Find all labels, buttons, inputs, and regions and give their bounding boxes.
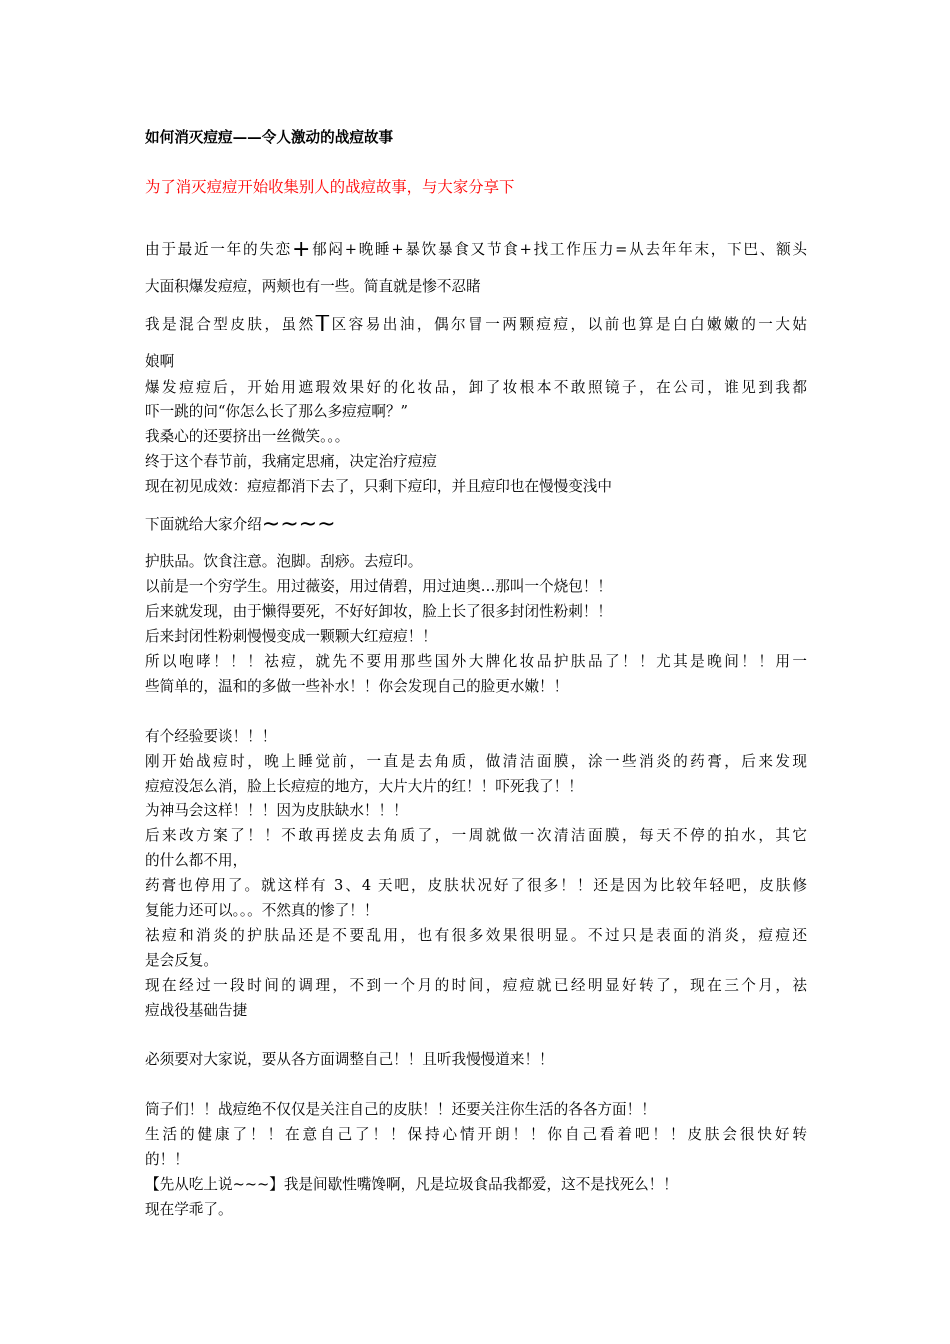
- paragraph-line: 现在经过一段时间的调理，不到一个月的时间，痘痘就已经明显好转了，现在三个月，祛: [145, 977, 807, 994]
- paragraph-line: 以前是一个穷学生。用过薇姿，用过倩碧，用过迪奥…那叫一个烧包！！: [145, 578, 613, 595]
- paragraph-line: 由于最近一年的失恋+郁闷+晚睡+暴饮暴食又节食+找工作压力=从去年年末，下巴、额头: [145, 240, 807, 260]
- paragraph-line: 痘痘没怎么消，脸上长痘痘的地方，大片大片的红！！吓死我了！！: [145, 778, 583, 795]
- paragraph-line: 些简单的，温和的多做一些补水！！你会发现自己的脸更水嫩！！: [145, 678, 569, 695]
- paragraph-line: 后来就发现，由于懒得要死，不好好卸妆，脸上长了很多封闭性粉刺！！: [145, 603, 613, 620]
- paragraph-line: 为神马会这样！！！因为皮肤缺水！！！: [145, 802, 408, 819]
- paragraph-line: 有个经验要谈！！！: [145, 728, 277, 745]
- paragraph-line: 的什么都不用，: [145, 852, 248, 869]
- paragraph-line: 刚开始战痘时，晚上睡觉前，一直是去角质，做清洁面膜，涂一些消炎的药膏，后来发现: [145, 753, 807, 770]
- paragraph-line: 护肤品。饮食注意。泡脚。刮痧。去痘印。: [145, 553, 423, 570]
- paragraph-line: 【先从吃上说~~~】我是间歇性嘴馋啊，凡是垃圾食品我都爱，这不是找死么！！: [145, 1176, 678, 1193]
- paragraph-line: 的！！: [145, 1151, 189, 1168]
- paragraph-line: 娘啊: [145, 353, 175, 370]
- paragraph-line: 药膏也停用了。就这样有 3、4 天吧，皮肤状况好了很多！！还是因为比较年轻吧，皮肤修: [145, 877, 807, 894]
- paragraph-line: 生活的健康了！！在意自己了！！保持心情开朗！！你自己看着吧！！皮肤会很快好转: [145, 1126, 807, 1143]
- paragraph-line: 复能力还可以。。。不然真的惨了！！: [145, 902, 379, 919]
- paragraph-line: 终于这个春节前，我痛定思痛，决定治疗痘痘: [145, 453, 437, 470]
- paragraph-line: 爆发痘痘后，开始用遮瑕效果好的化妆品，卸了妆根本不敢照镜子，在公司，谁见到我都: [145, 379, 807, 396]
- paragraph-line: 下面就给大家介绍~~~~: [145, 515, 336, 535]
- paragraph-line: 吓一跳的问“你怎么长了那么多痘痘啊？”: [145, 403, 409, 420]
- paragraph-line: 我桑心的还要挤出一丝微笑。。。: [145, 428, 350, 445]
- paragraph-line: 必须要对大家说，要从各方面调整自己！！且听我慢慢道来！！: [145, 1051, 554, 1068]
- paragraph-line: 现在学乖了。: [145, 1201, 233, 1218]
- paragraph-line: 筒子们！！战痘绝不仅仅是关注自己的皮肤！！还要关注你生活的各各方面！！: [145, 1101, 656, 1118]
- paragraph-line: 痘战役基础告捷: [145, 1002, 248, 1019]
- paragraph-line: 所以咆哮！！！祛痘，就先不要用那些国外大牌化妆品护肤品了！！尤其是晚间！！用一: [145, 653, 807, 670]
- paragraph-line: 后来改方案了！！不敢再搓皮去角质了，一周就做一次清洁面膜，每天不停的拍水，其它: [145, 827, 807, 844]
- paragraph-line: 现在初见成效：痘痘都消下去了，只剩下痘印，并且痘印也在慢慢变浅中: [145, 478, 613, 495]
- paragraph-line: 是会反复。: [145, 952, 218, 969]
- paragraph-line: 祛痘和消炎的护肤品还是不要乱用，也有很多效果很明显。不过只是表面的消炎，痘痘还: [145, 927, 807, 944]
- document-subtitle: 为了消灭痘痘开始收集别人的战痘故事，与大家分享下: [145, 178, 515, 196]
- paragraph-line: 后来封闭性粉刺慢慢变成一颗颗大红痘痘！！: [145, 628, 437, 645]
- paragraph-line: 我是混合型皮肤，虽然T区容易出油，偶尔冒一两颗痘痘，以前也算是白白嫩嫩的一大姑: [145, 315, 807, 335]
- document-title: 如何消灭痘痘——令人激动的战痘故事: [145, 129, 394, 146]
- paragraph-line: 大面积爆发痘痘，两颊也有一些。简直就是惨不忍睹: [145, 278, 481, 295]
